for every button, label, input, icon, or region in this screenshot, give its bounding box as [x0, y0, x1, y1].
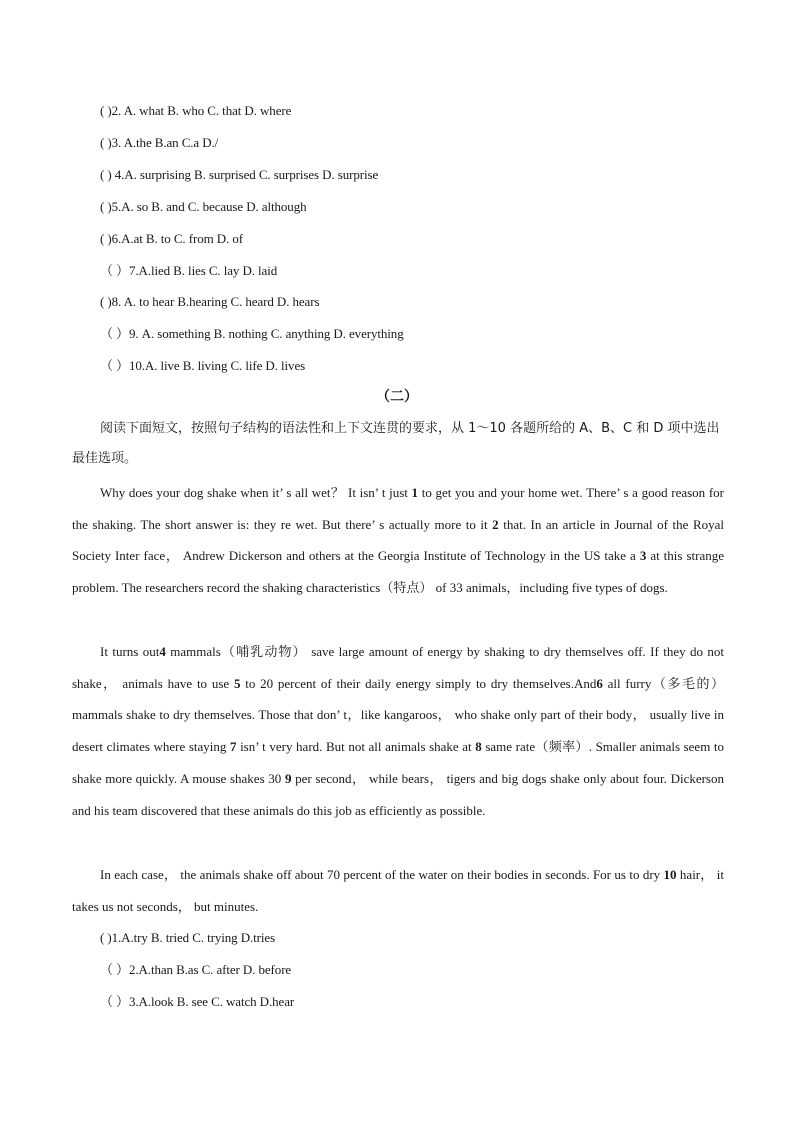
- option-line-4: ( ) 4.A. surprising B. surprised C. surprises D. surprise: [100, 167, 379, 182]
- option-line-5: ( )5.A. so B. and C. because D. although: [100, 199, 307, 214]
- blank-number: 9: [284, 770, 292, 786]
- option-line-b3: （ ）3.A.look B. see C. watch D.hear: [100, 994, 295, 1009]
- option-line-9: （ ）9. A. something B. nothing C. anything D. everything: [100, 326, 404, 341]
- option-line-10: （ ）10.A. live B. living C. life D. lives: [100, 358, 306, 373]
- option-line-6: ( )6.A.at B. to C. from D. of: [100, 231, 243, 246]
- blank-number: 1: [411, 485, 419, 500]
- option-line-b2: （ ）2.A.than B.as C. after D. before: [100, 962, 292, 977]
- blank-number: 8: [475, 739, 482, 755]
- passage-paragraph-1: Why does your dog shake when it’ s all wet？ It isn’ t just 1 to get you and your home wet. There’ s a good reason for the shaking. The short answer is: they re wet. But there’ s actually more to it 2 that. In an article in Journal of the Royal Society Inter face， Andrew Dickerson and others at the Georgia Institute of Technology in the US take a 3 at this strange problem. The researchers record the shaking characteristics（特点） of 33 animals，including five types of dogs.: [72, 485, 724, 596]
- blank-number: 4: [159, 644, 166, 659]
- blank-number: 3: [639, 548, 647, 564]
- blank-number: 5: [233, 675, 241, 691]
- option-line-b1: ( )1.A.try B. tried C. trying D.tries: [100, 930, 276, 945]
- blank-number: 7: [229, 739, 237, 755]
- option-line-2: ( )2. A. what B. who C. that D. where: [100, 103, 292, 118]
- passage-paragraph-2: It turns out4 mammals（哺乳动物） save large amount of energy by shaking to dry themselves off. If they do not shake， animals have to use 5 to 20 percent of their daily energy simply to dry themselves.And6 all furry（多毛的） mammals shake to dry themselves. Those that don’ t，like kangaroos， who shake only part of their body， usually live in desert climates where staying 7 isn’ t very hard. But not all animals shake at 8 same rate（频率）. Smaller animals seem to shake more quickly. A mouse shakes 30 9 per second， while bears， tigers and big dogs shake only about four. Dickerson and his team discovered that these animals do this job as efficiently as possible.: [72, 644, 724, 818]
- option-line-7: （ ）7.A.lied B. lies C. lay D. laid: [100, 263, 278, 278]
- instruction-text: 阅读下面短文，按照句子结构的语法性和上下文连贯的要求，从 1～10 各题所给的 A、B、C 和 D 项中选出最佳选项。: [72, 421, 720, 466]
- passage-paragraph-3: In each case， the animals shake off about 70 percent of the water on their bodies in seconds. For us to dry 10 hair， it takes us not seconds， but minutes.: [72, 867, 725, 914]
- option-line-8: ( )8. A. to hear B.hearing C. heard D. hears: [100, 294, 320, 309]
- blank-number: 2: [492, 516, 499, 532]
- section-heading: （二）: [376, 389, 418, 405]
- blank-number: 6: [596, 675, 603, 691]
- blank-number: 10: [663, 867, 677, 882]
- option-line-3: ( )3. A.the B.an C.a D./: [100, 135, 219, 150]
